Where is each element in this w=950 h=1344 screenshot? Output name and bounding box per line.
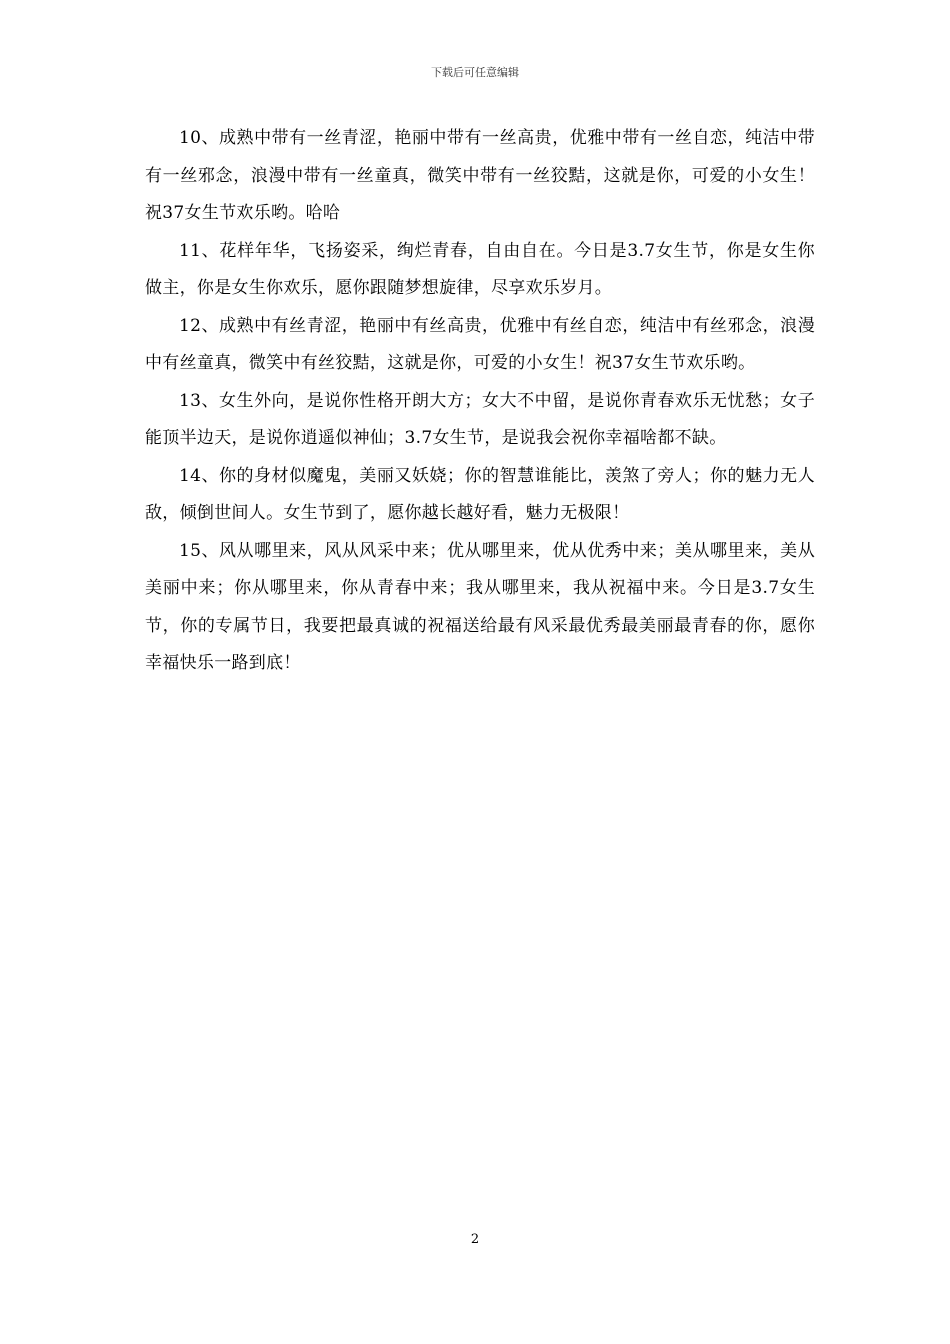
document-body	[145, 120, 815, 683]
paragraph-10: 10、成熟中带有一丝青涩，艳丽中带有一丝高贵，优雅中带有一丝自恋，纯洁中带有一丝邪念，浪漫中带有一丝童真，微笑中带有一丝狡黠，这就是你，可爱的小女生！祝37女生节欢乐哟。哈哈	[145, 128, 815, 223]
page-header: 下载后可任意编辑	[431, 66, 519, 79]
paragraph-12: 12、成熟中有丝青涩，艳丽中有丝高贵，优雅中有丝自恋，纯洁中有丝邪念，浪漫中有丝童真，微笑中有丝狡黠，这就是你，可爱的小女生！祝37女生节欢乐哟。	[145, 315, 815, 373]
paragraph-11: 11、花样年华，飞扬姿采，绚烂青春，自由自在。今日是3.7女生节，你是女生你做主，你是女生你欢乐，愿你跟随梦想旋律，尽享欢乐岁月。	[145, 240, 815, 298]
page-number: 2	[470, 1232, 480, 1247]
paragraph-13: 13、女生外向，是说你性格开朗大方；女大不中留，是说你青春欢乐无忧愁；女子能顶半边天，是说你逍遥似神仙；3.7女生节，是说我会祝你幸福啥都不缺。	[145, 390, 815, 448]
paragraph-14: 14、你的身材似魔鬼，美丽又妖娆；你的智慧谁能比，羡煞了旁人；你的魅力无人敌，倾倒世间人。女生节到了，愿你越长越好看，魅力无极限！	[145, 465, 815, 523]
paragraph-15: 15、风从哪里来，风从风采中来；优从哪里来，优从优秀中来；美从哪里来，美从美丽中来；你从哪里来，你从青春中来；我从哪里来，我从祝福中来。今日是3.7女生节，你的专属节日，我要把最真诚的祝福送给最有风采最优秀最美丽最青春的你，愿你幸福快乐一路到底！	[145, 540, 815, 673]
